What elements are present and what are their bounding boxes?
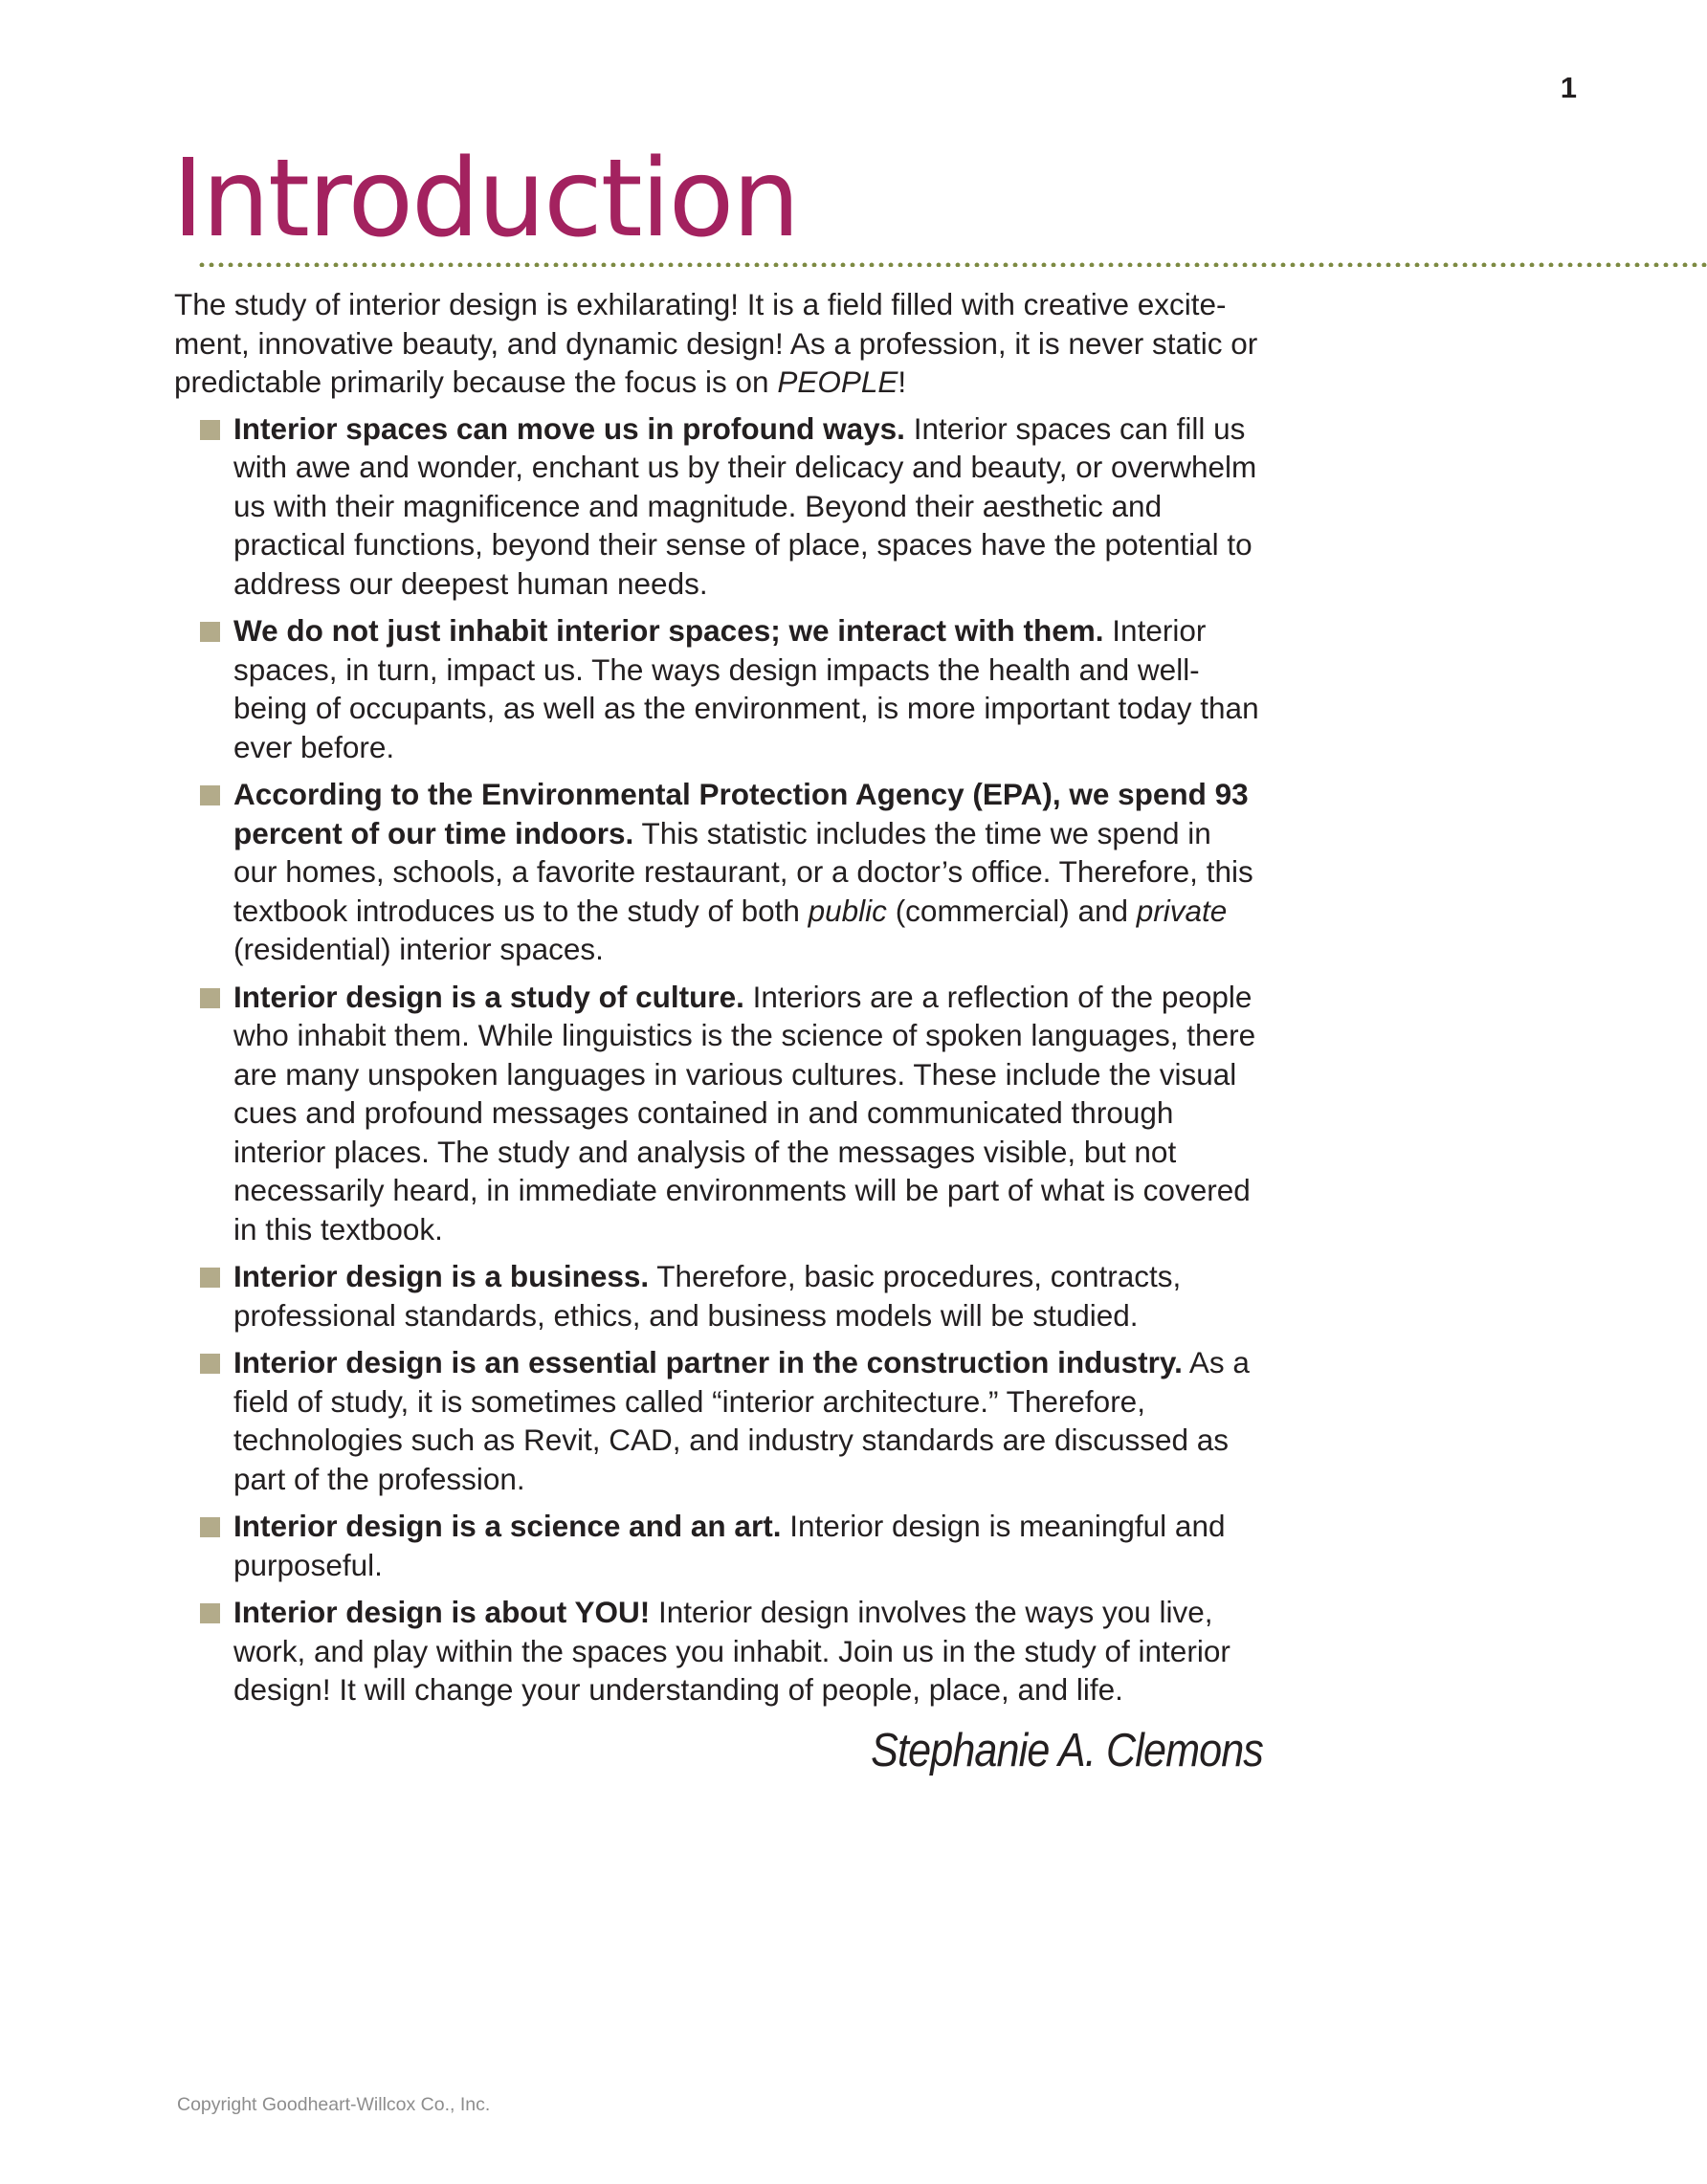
square-bullet-icon	[200, 988, 220, 1008]
list-item	[174, 1343, 1263, 1498]
square-bullet-icon	[200, 1268, 220, 1288]
square-bullet-icon	[200, 1517, 220, 1537]
intro-paragraph	[174, 285, 1263, 402]
intro-text-end: !	[898, 364, 907, 399]
bullet-text: Interior design involves the ways you live, work, and play within the spaces you inhabit. Join us in the study of interior design! It will change your understanding of people, place, and life.	[233, 1595, 1230, 1707]
bullet-text: (commercial) and	[886, 893, 1137, 928]
bullet-text: (residential) interior spaces.	[233, 932, 604, 966]
bullet-lead: Interior design is a business.	[233, 1259, 650, 1293]
bullet-lead: Interior design is an essential partner in the construction industry.	[233, 1345, 1183, 1379]
bullet-text: Interior design is meaningful and purposeful.	[233, 1509, 1226, 1582]
dotted-divider	[197, 262, 1707, 267]
bullet-lead: Interior spaces can move us in profound ways.	[233, 410, 905, 446]
bullet-emphasis-public: public	[808, 893, 887, 928]
bullet-text: Interior spaces, in turn, impact us. The ways design impacts the health and well-being of occupants, as well as the environment, is more important today than ever before.	[233, 613, 1259, 764]
intro-emphasis: PEOPLE	[777, 364, 898, 399]
bullet-lead: Interior design is about YOU!	[233, 1595, 651, 1629]
list-item	[174, 978, 1263, 1249]
bullet-text: Interiors are a reflection of the people who inhabit them. While linguistics is the science of spoken languages, there are many unspoken languages in various cultures. These include the visual cues and profound messages contained in and communicated through interior places. The study and analysis of the messages visible, but not necessarily heard, in immediate environments will be part of what is covered in this textbook.	[233, 979, 1256, 1246]
list-item	[174, 775, 1263, 969]
intro-text: The study of interior design is exhilarating! It is a field filled with creative excitement, innovative beauty, and dynamic design! As a profession, it is never static or predictable primarily because the focus is on	[174, 287, 1258, 399]
bullet-lead: Interior design is a study of culture.	[233, 979, 744, 1014]
square-bullet-icon	[200, 1354, 220, 1374]
copyright-footer: Copyright Goodheart-Willcox Co., Inc.	[177, 2094, 491, 2115]
bullet-text: As a field of study, it is sometimes called “interior architecture.” Therefore, technologies such as Revit, CAD, and industry standards are discussed as part of the profession.	[233, 1345, 1250, 1496]
bullet-lead: We do not just inhabit interior spaces; we interact with them.	[233, 613, 1104, 648]
bullet-lead: According to the Environmental Protection Agency (EPA), we spend 93 percent of our time indoors.	[233, 777, 1249, 850]
main-content	[174, 285, 1263, 1778]
bullet-lead: Interior design is a science and an art.	[233, 1509, 782, 1543]
page-title: Introduction	[172, 137, 799, 261]
author-signature: Stephanie A. Clemons	[871, 1724, 1263, 1776]
list-item	[174, 409, 1263, 604]
list-item	[174, 1257, 1263, 1335]
bullet-emphasis-private: private	[1136, 893, 1228, 928]
bullet-text: This statistic includes the time we spend in our homes, schools, a favorite restaurant, or a doctor’s office. Therefore, this textbook introduces us to the study of both	[233, 815, 1253, 928]
square-bullet-icon	[200, 420, 220, 440]
bullet-text: Interior spaces can fill us with awe and wonder, enchant us by their delicacy and beauty, or overwhelm us with their magnificence and magnitude. Beyond their aesthetic and practical functions, beyond their sense of place, spaces have the potential to address our deepest human needs.	[233, 410, 1257, 601]
square-bullet-icon	[200, 785, 220, 805]
list-item	[174, 1593, 1263, 1710]
square-bullet-icon	[200, 622, 220, 642]
bullet-list	[174, 409, 1263, 1710]
list-item	[174, 1507, 1263, 1584]
square-bullet-icon	[200, 1603, 220, 1623]
page-number: 1	[1560, 71, 1577, 104]
list-item	[174, 611, 1263, 766]
bullet-text: Therefore, basic procedures, contracts, professional standards, ethics, and business models will be studied.	[233, 1259, 1182, 1333]
